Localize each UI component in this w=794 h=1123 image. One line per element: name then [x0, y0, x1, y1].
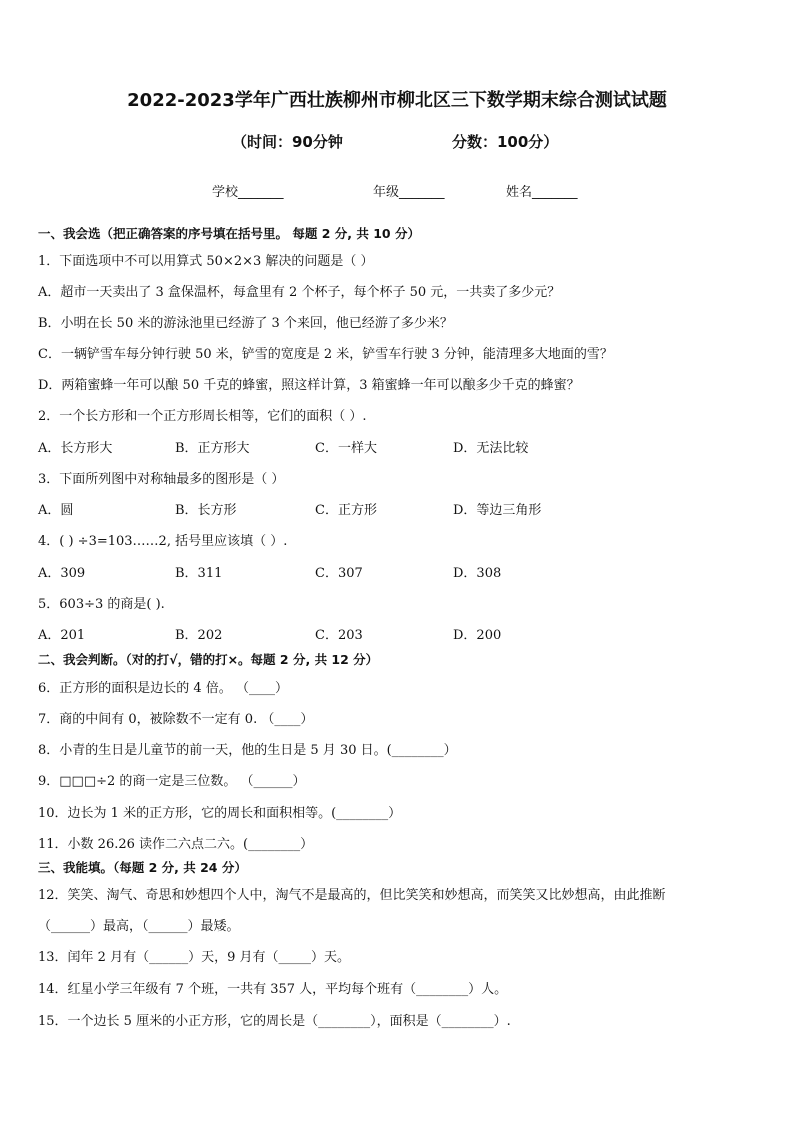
q5-option-d: D．200 — [453, 628, 502, 643]
school-field: 学校_______ — [212, 185, 284, 200]
q3-option-c: C．正方形 — [315, 503, 377, 518]
q1-option-b: B．小明在长 50 米的游泳池里已经游了 3 个来回，他已经游了多少米？ — [38, 316, 453, 331]
question-3: 3．下面所列图中对称轴最多的图形是（ ） — [38, 472, 285, 487]
grade-field: 年级_______ — [373, 185, 445, 200]
q1-option-c: C．一辆铲雪车每分钟行驶 50 米，铲雪的宽度是 2 米，铲雪车行驶 3 分钟，能清理多大地面的雪？ — [38, 347, 613, 362]
question-11: 11．小数 26.26 读作二六点二六。(________） — [38, 837, 314, 852]
section-heading-judge: 二、我会判断。（对的打√，错的打×。每题 2 分, 共 12 分） — [38, 652, 379, 667]
q1-option-d: D．两箱蜜蜂一年可以酿 50 千克的蜂蜜，照这样计算，3 箱蜜蜂一年可以酿多少千克的蜂蜜？ — [38, 378, 580, 393]
q4-option-c: C．307 — [315, 566, 363, 581]
question-12: 12．笑笑、淘气、奇思和妙想四个人中，淘气不是最高的，但比笑笑和妙想高，而笑笑又比妙想高，由此推断 — [38, 888, 666, 903]
question-10: 10．边长为 1 米的正方形，它的周长和面积相等。(________） — [38, 806, 402, 821]
q4-option-a: A．309 — [38, 566, 86, 581]
question-1: 1．下面选项中不可以用算式 50×2×3 解决的问题是（ ） — [38, 254, 374, 269]
q3-option-a: A．圆 — [38, 503, 74, 518]
section-heading-choice: 一、我会选（把正确答案的序号填在括号里。 每题 2 分, 共 10 分） — [38, 226, 420, 241]
q1-option-a: A．超市一天卖出了 3 盒保温杯，每盒里有 2 个杯子，每个杯子 50 元，一共卖了多少元？ — [38, 285, 561, 300]
name-field: 姓名_______ — [506, 185, 578, 200]
question-15: 15．一个边长 5 厘米的小正方形，它的周长是（________），面积是（________）. — [38, 1014, 511, 1029]
question-14: 14．红星小学三年级有 7 个班，一共有 357 人，平均每个班有（________）人。 — [38, 982, 508, 997]
q2-option-a: A．长方形大 — [38, 441, 113, 456]
q2-option-d: D．无法比较 — [453, 441, 529, 456]
q5-option-a: A．201 — [38, 628, 86, 643]
q3-option-b: B．长方形 — [175, 503, 237, 518]
question-13: 13．闰年 2 月有（______）天，9 月有（_____）天。 — [38, 950, 350, 965]
q2-option-b: B．正方形大 — [175, 441, 250, 456]
question-9: 9．□□□÷2 的商一定是三位数。 （______） — [38, 774, 306, 789]
question-5: 5．603÷3 的商是( ). — [38, 597, 165, 612]
question-8: 8．小青的生日是儿童节的前一天，他的生日是 5 月 30 日。(________） — [38, 743, 457, 758]
question-4: 4．( ) ÷3=103……2, 括号里应该填（ ）. — [38, 534, 288, 549]
exam-score: 分数：100分） — [452, 133, 559, 151]
q5-option-c: C．203 — [315, 628, 363, 643]
q3-option-d: D．等边三角形 — [453, 503, 542, 518]
page-title: 2022-2023学年广西壮族柳州市柳北区三下数学期末综合测试试题 — [127, 90, 667, 111]
q5-option-b: B．202 — [175, 628, 223, 643]
q4-option-d: D．308 — [453, 566, 502, 581]
question-12-continued: （______）最高，（______）最矮。 — [38, 919, 240, 934]
question-6: 6．正方形的面积是边长的 4 倍。 （____） — [38, 681, 288, 696]
question-2: 2．一个长方形和一个正方形周长相等，它们的面积（ ）. — [38, 409, 367, 424]
q2-option-c: C．一样大 — [315, 441, 377, 456]
section-heading-fill: 三、我能填。（每题 2 分, 共 24 分） — [38, 860, 247, 875]
q4-option-b: B．311 — [175, 566, 223, 581]
exam-time: （时间：90分钟 — [232, 133, 343, 151]
question-7: 7．商的中间有 0，被除数不一定有 0. （____） — [38, 712, 314, 727]
